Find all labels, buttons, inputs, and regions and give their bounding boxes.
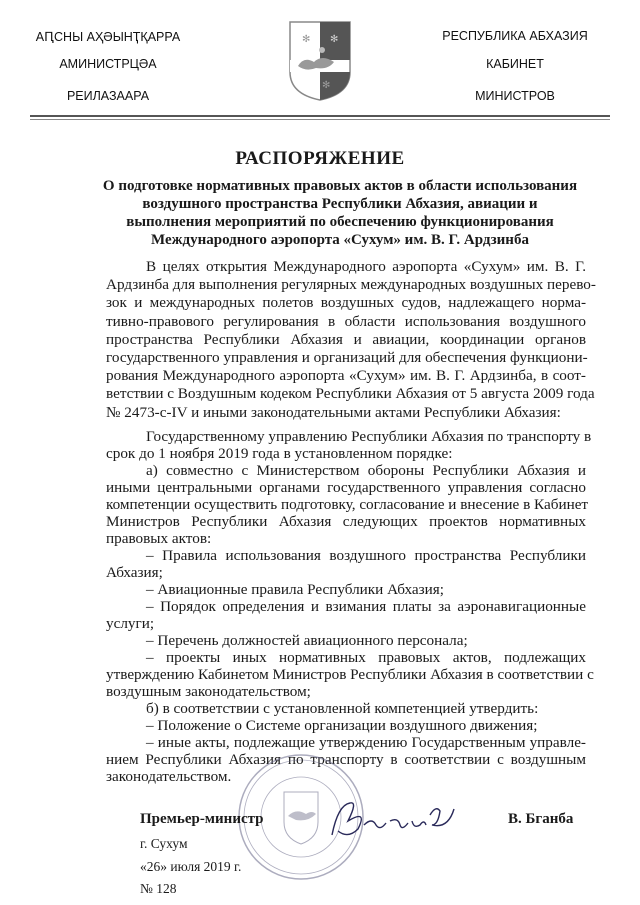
svg-text:✻: ✻ [330,34,339,45]
header-left-line-1: АԤСНЫ АҲӘЫНҬҚАРРА [35,30,181,44]
body-text-line: тивно-правового регулирования в области использования воздушного [106,312,586,330]
body-text-line: – Авиационные правила Республики Абхазия; [146,581,444,598]
body-text-line: – Перечень должностей авиационного персонала; [146,632,468,649]
document-subtitle-line: О подготовке нормативных правовых актов в области использования [102,178,578,194]
body-text-line: Министров Республики Абхазия следующих проектов нормативных [106,513,586,530]
body-text-line: правовых актов: [106,530,212,547]
body-text-line: ветствии с Воздушным кодеком Республики Абхазия от 5 августа 2009 года [106,385,595,403]
body-text-line: – проекты иных нормативных правовых актов, подлежащих [146,649,586,666]
body-text-line: воздушным законодательством; [106,683,311,700]
header-divider [30,115,610,117]
body-text-line: – Правила использования воздушного пространства Республики [146,547,586,564]
header-left-line-2: АМИНИСТРЦӘА [59,57,157,71]
document-subtitle-line: выполнения мероприятий по обеспечению функционирования [126,214,554,230]
header-right-line-2: КАБИНЕТ [486,57,544,71]
body-text-line: В целях открытия Международного аэропорта «Сухум» им. В. Г. [146,258,586,275]
body-text-line: иными центральными органами государственного управления согласно [106,479,586,496]
signatory-position: Премьер-министр [140,811,264,827]
document-number: № 128 [140,881,177,896]
body-text-line: а) совместно с Министерством обороны Республики Абхазия и [146,462,586,479]
body-text-line: пространства Республики Абхазия и авиации, координации органов [106,330,586,348]
body-text-line: Абхазия; [106,564,163,581]
body-text-line: зок и международных полетов воздушных судов, надлежащего норма- [106,294,586,312]
header-left-line-3: РЕИЛАЗААРА [66,89,150,103]
body-text-line: срок до 1 ноября 2019 года в установленном порядке: [106,445,453,462]
body-text-line: нием Республики Абхазия по транспорту в соответствии с воздушным [106,751,586,768]
coat-of-arms-icon [288,20,352,102]
svg-text:✻: ✻ [322,80,331,91]
body-text-line: – иные акты, подлежащие утверждению Государственным управле- [146,734,586,751]
header-right-line-3: МИНИСТРОВ [475,89,555,103]
document-subtitle-line: Международного аэропорта «Сухум» им. В. Г. Ардзинба [151,232,529,248]
body-text-line: Ардзинба для выполнения регулярных международных воздушных перево- [106,276,596,294]
header-right-line-1: РЕСПУБЛИКА АБХАЗИЯ [442,29,588,43]
body-text-line: № 2473-с-IV и иными законодательными актами Республики Абхазия: [106,403,561,421]
body-text-line: – Положение о Системе организации воздушного движения; [146,717,538,734]
body-text-line: Государственному управлению Республики Абхазия по транспорту в [146,428,592,445]
document-date: «26» июля 2019 г. [140,859,242,874]
header-divider-thin [30,119,610,120]
body-text-line: законодательством. [106,768,232,785]
document-subtitle-line: воздушного пространства Республики Абхазия, авиации и [142,196,538,212]
body-text-line: утверждению Кабинетом Министров Республики Абхазия в соответствии с [106,666,594,683]
body-text-line: услуги; [106,615,155,632]
document-title: РАСПОРЯЖЕНИЕ [235,148,405,169]
body-text-line: рования Международного аэропорта «Сухум» им. В. Г. Ардзинба, в соот- [106,367,586,385]
body-text-line: компетенции осуществить подготовку, согласование и внесение в Кабинет [106,496,589,513]
document-city: г. Сухум [140,836,188,851]
svg-text:✻: ✻ [302,34,311,45]
handwritten-signature [328,795,478,845]
body-text-line: государственного управления и организаций для обеспечения функциони- [106,349,588,366]
body-text-line: – Порядок определения и взимания платы за аэронавигационные [146,598,586,615]
body-text-line: б) в соответствии с установленной компетенцией утвердить: [146,700,539,717]
signatory-name: В. Бганба [508,811,574,827]
